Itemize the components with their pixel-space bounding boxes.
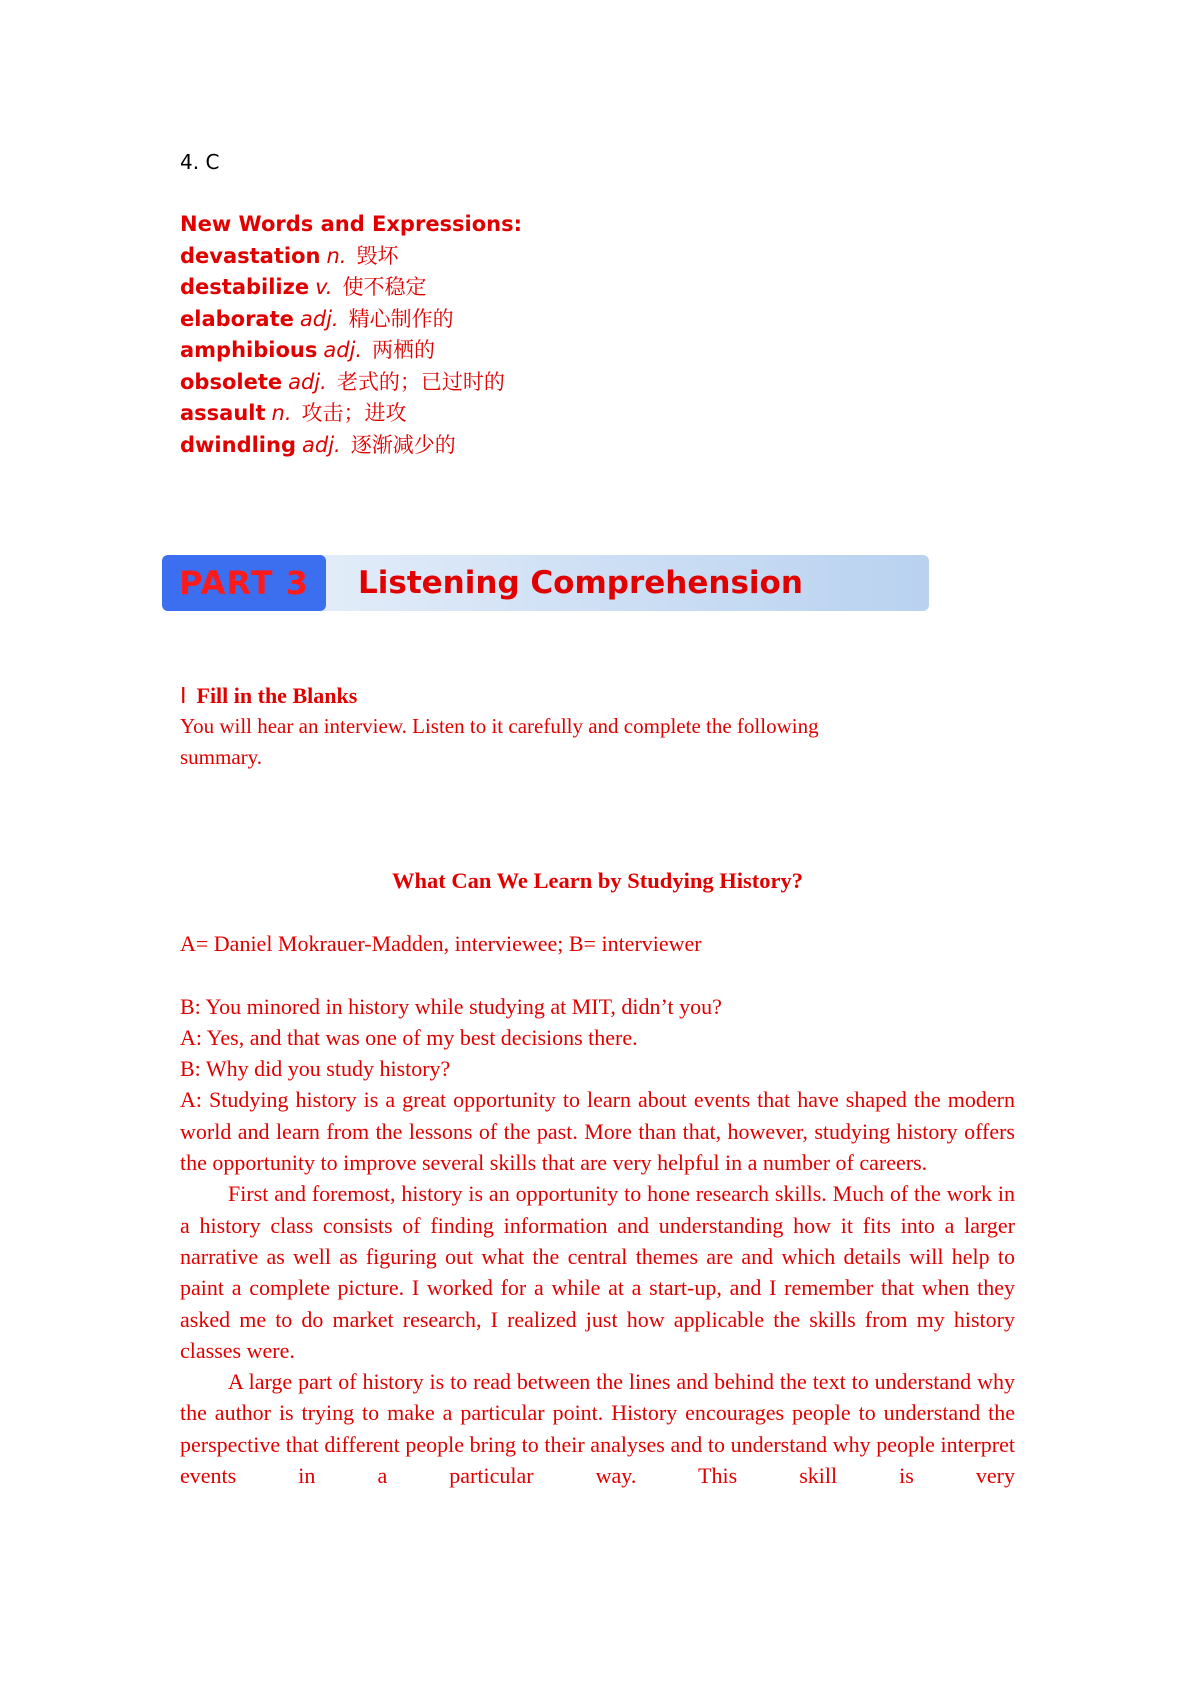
body-paragraph: A large part of history is to read between the lines and behind the text to understand why the author is trying to make a particular point. History encourages people to understand the perspective that different people bring to their analyses and to understand why people interpret events in a particular way. This skill is very xyxy=(180,1369,1015,1489)
part-banner xyxy=(162,555,929,611)
vocab-pos: adj. xyxy=(288,369,327,394)
vocab-pos: v. xyxy=(315,275,333,299)
section-heading xyxy=(180,680,880,711)
vocab-meaning: 精心制作的 xyxy=(348,306,454,331)
vocab-meaning: 攻击；进攻 xyxy=(301,401,407,425)
part-label: PART 3 xyxy=(162,555,326,611)
dialogue-line: A: Studying history is a great opportunity to learn about events that have shaped the modern world and learn from the lessons of the past. More than that, however, studying history offers the opportunity to improve several skills that are very helpful in a number of careers. xyxy=(180,1087,1015,1176)
vocabulary-heading: New Words and Expressions: xyxy=(180,212,523,236)
vocab-word: obsolete xyxy=(180,369,283,394)
exercise-section xyxy=(180,680,880,773)
answer-line: 4. C xyxy=(180,150,220,174)
speakers-line: A= Daniel Mokrauer-Madden, interviewee; B= interviewer xyxy=(180,931,702,956)
dialogue-line: B: Why did you study history? xyxy=(180,1056,451,1082)
vocab-item xyxy=(180,241,522,273)
vocab-pos: adj. xyxy=(302,432,341,457)
vocab-meaning: 毁坏 xyxy=(356,243,399,268)
section-numeral: Ⅰ xyxy=(180,683,187,708)
vocab-pos: adj. xyxy=(299,306,339,331)
vocab-pos: n. xyxy=(271,401,292,425)
body-paragraph: First and foremost, history is an opportunity to hone research skills. Much of the work in a history class consists of finding information and understanding how it fits into a larger narrative as well as figuring out what the central themes are and which details will help to paint a complete picture. I worked for a while at a start-up, and I remember that when they asked me to do market research, I realized just how applicable the skills from my history classes were. xyxy=(180,1181,1015,1363)
vocab-item xyxy=(180,304,522,336)
dialogue-line: A: Yes, and that was one of my best decisions there. xyxy=(180,1024,638,1050)
vocab-word: dwindling xyxy=(180,432,296,457)
vocab-item xyxy=(180,398,522,430)
article-title: What Can We Learn by Studying History? xyxy=(392,868,803,893)
vocabulary-list xyxy=(180,209,522,461)
vocab-meaning: 逐渐减少的 xyxy=(350,432,456,457)
vocab-word: amphibious xyxy=(180,338,318,362)
vocab-word: elaborate xyxy=(180,306,294,331)
vocab-item xyxy=(180,367,522,399)
section-instruction: You will hear an interview. Listen to it carefully and complete the following summary. xyxy=(180,714,819,769)
section-title: Fill in the Blanks xyxy=(196,683,358,708)
vocab-word: devastation xyxy=(180,243,321,268)
vocab-word: destabilize xyxy=(180,275,310,299)
dialogue-line: B: You minored in history while studying at MIT, didn’t you? xyxy=(180,993,722,1019)
vocab-meaning: 老式的；已过时的 xyxy=(336,369,505,394)
vocab-word: assault xyxy=(180,401,266,425)
vocab-pos: n. xyxy=(326,243,347,268)
part-title: Listening Comprehension xyxy=(358,565,803,601)
vocab-pos: adj. xyxy=(323,338,363,362)
article-body xyxy=(180,928,1015,1491)
vocab-item xyxy=(180,430,522,462)
vocab-meaning: 两栖的 xyxy=(372,338,436,362)
vocab-item xyxy=(180,335,522,367)
vocab-meaning: 使不稳定 xyxy=(342,275,427,299)
vocab-item xyxy=(180,272,522,304)
